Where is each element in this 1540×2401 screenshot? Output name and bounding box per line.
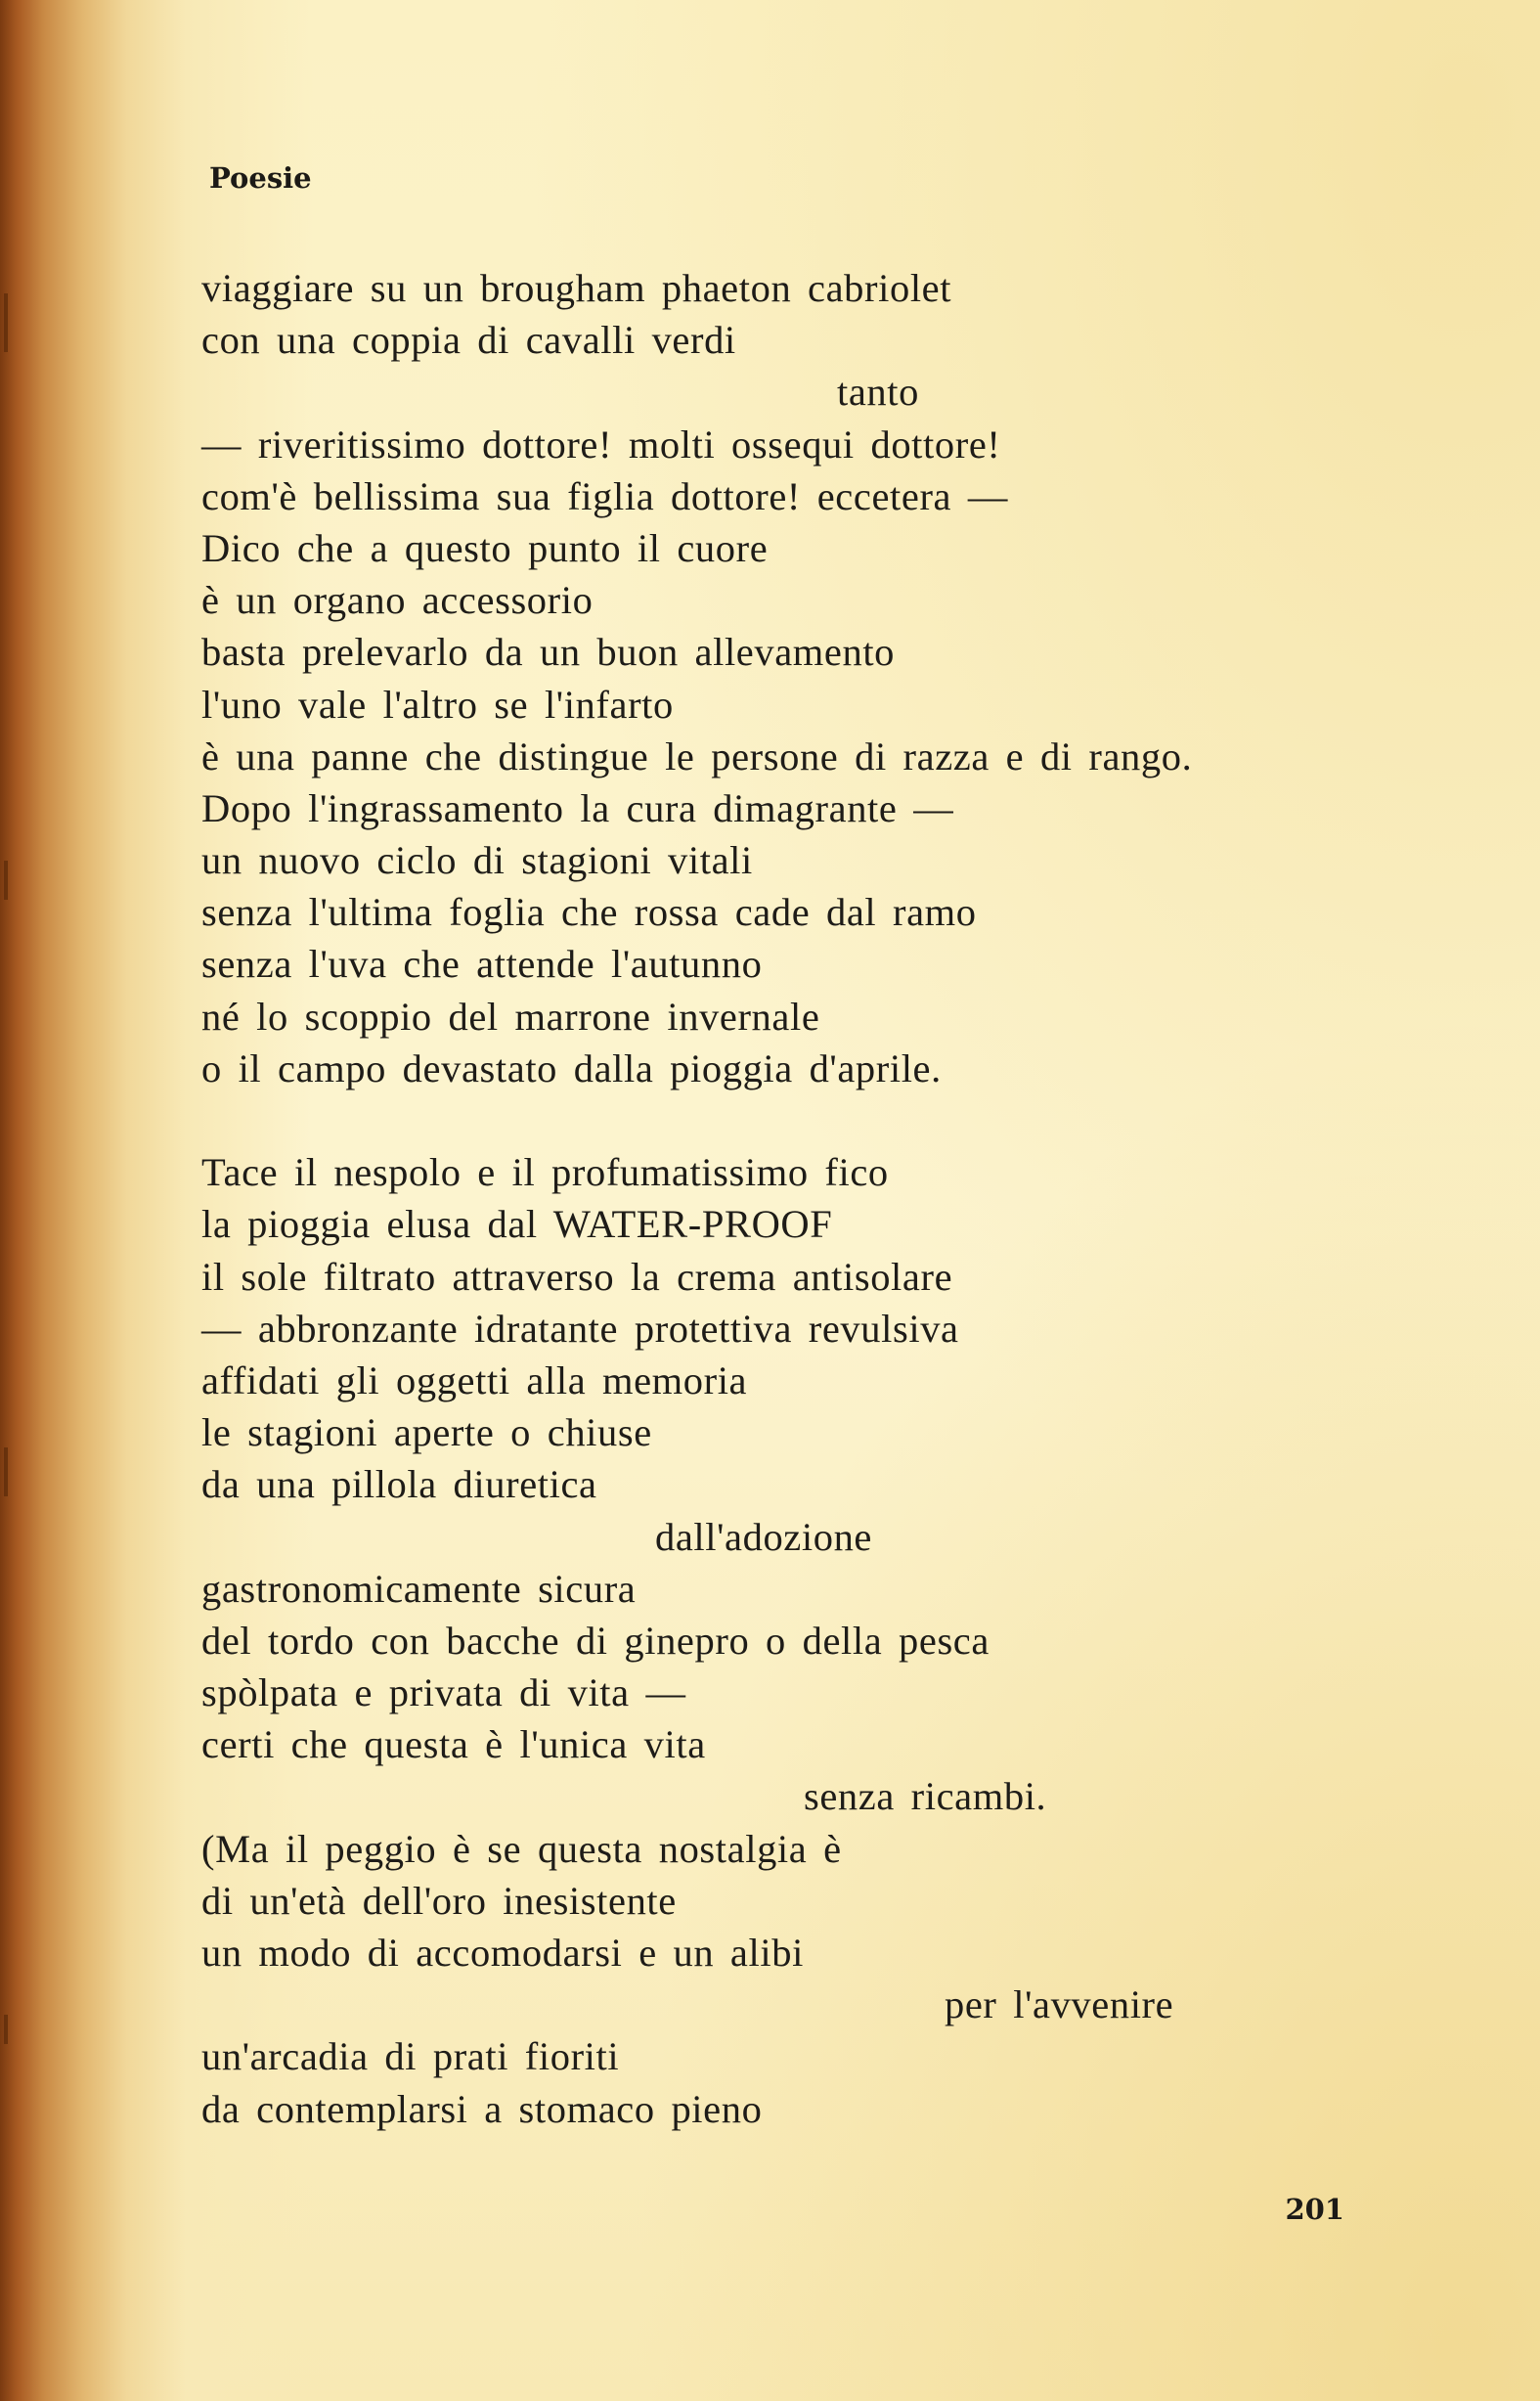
poem-text bbox=[201, 262, 1192, 2135]
poem-line: tanto bbox=[837, 370, 919, 415]
poem-line: senza ricambi. bbox=[804, 1774, 1047, 1819]
page-edge-mark bbox=[4, 1447, 8, 1496]
poem-line: basta prelevarlo da un buon allevamento bbox=[201, 630, 896, 675]
poem-line: l'uno vale l'altro se l'infarto bbox=[201, 682, 674, 727]
poem-line: di un'età dell'oro inesistente bbox=[201, 1878, 677, 1923]
running-head: Poesie bbox=[209, 161, 312, 195]
poem-line: Dico che a questo punto il cuore bbox=[201, 525, 769, 570]
poem-line: affidati gli oggetti alla memoria bbox=[201, 1357, 748, 1402]
poem-line: per l'avvenire bbox=[945, 1982, 1174, 2027]
poem-line: del tordo con bacche di ginepro o della pesca bbox=[201, 1618, 990, 1663]
poem-line: il sole filtrato attraverso la crema antisolare bbox=[201, 1254, 953, 1299]
poem-line: la pioggia elusa dal WATER-PROOF bbox=[201, 1202, 833, 1247]
poem-line: da una pillola diuretica bbox=[201, 1462, 597, 1507]
poem-line: è una panne che distingue le persone di razza e di rango. bbox=[201, 734, 1193, 778]
poem-line: un modo di accomodarsi e un alibi bbox=[201, 1931, 804, 1975]
poem-line: (Ma il peggio è se questa nostalgia è bbox=[201, 1826, 842, 1871]
page-number: 201 bbox=[1285, 2193, 1344, 2226]
page-edge-mark bbox=[4, 861, 8, 900]
poem-line: le stagioni aperte o chiuse bbox=[201, 1410, 652, 1455]
poem-line: Tace il nespolo e il profumatissimo fico bbox=[201, 1150, 889, 1195]
poem-line: dall'adozione bbox=[655, 1514, 873, 1559]
poem-line: con una coppia di cavalli verdi bbox=[201, 318, 736, 363]
poem-line: Dopo l'ingrassamento la cura dimagrante — bbox=[201, 785, 954, 830]
poem-line: senza l'ultima foglia che rossa cade dal ramo bbox=[201, 890, 977, 935]
page-edge-mark bbox=[4, 293, 8, 352]
stanza-break bbox=[201, 1094, 1192, 1146]
poem-line: gastronomicamente sicura bbox=[201, 1566, 637, 1611]
poem-line: un nuovo ciclo di stagioni vitali bbox=[201, 838, 753, 883]
poem-line: un'arcadia di prati fioriti bbox=[201, 2034, 620, 2079]
page-edge-mark bbox=[4, 2015, 8, 2044]
poem-line: senza l'uva che attende l'autunno bbox=[201, 942, 763, 987]
poem-line: — abbronzante idratante protettiva revulsiva bbox=[201, 1306, 959, 1351]
poem-line: o il campo devastato dalla pioggia d'aprile. bbox=[201, 1045, 942, 1090]
poem-line: spòlpata e privata di vita — bbox=[201, 1670, 686, 1715]
poem-line: com'è bellissima sua figlia dottore! eccetera — bbox=[201, 473, 1008, 518]
poem-line: — riveritissimo dottore! molti ossequi dottore! bbox=[201, 422, 1001, 467]
poem-line: è un organo accessorio bbox=[201, 578, 594, 623]
poem-line: né lo scoppio del marrone invernale bbox=[201, 994, 820, 1039]
poem-line: viaggiare su un brougham phaeton cabriolet bbox=[201, 266, 952, 310]
poem-line: certi che questa è l'unica vita bbox=[201, 1722, 706, 1767]
poem-line: da contemplarsi a stomaco pieno bbox=[201, 2086, 763, 2131]
